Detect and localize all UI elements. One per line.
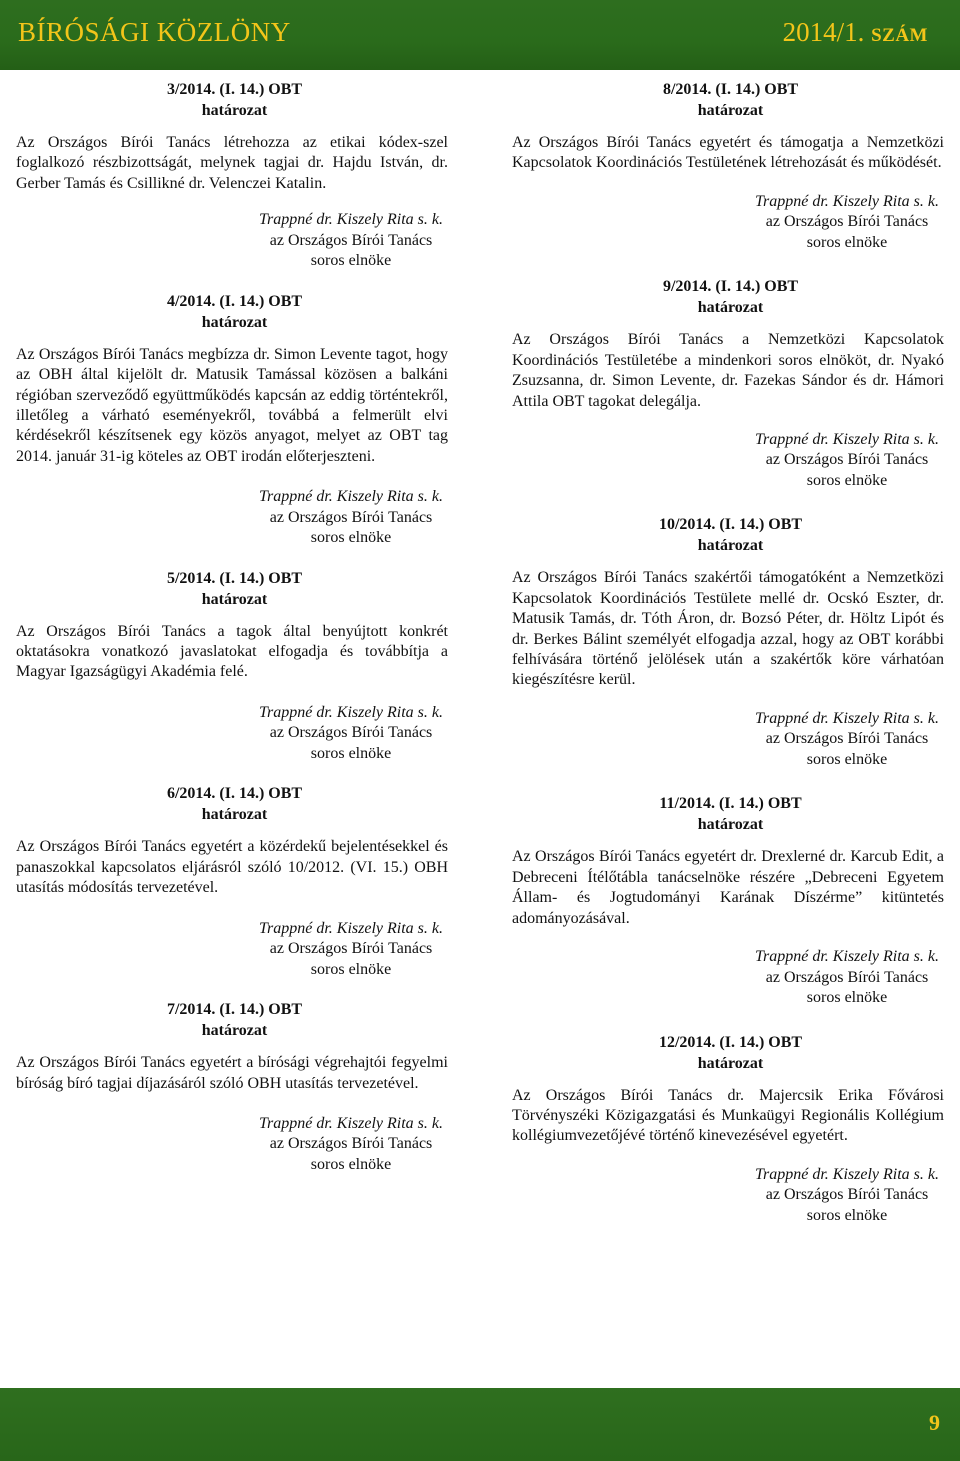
decision	[512, 515, 944, 770]
signer-role: soros elnöke	[806, 233, 888, 251]
signer-org: az Országos Bírói Tanács	[269, 508, 433, 526]
decision-type: határozat	[201, 590, 268, 608]
decision	[16, 1000, 448, 1175]
signature-block	[752, 1165, 942, 1227]
signer-name: Trappné dr. Kiszely Rita s. k.	[754, 430, 939, 448]
decision-text: Az Országos Bírói Tanács a Nemzetközi Kapcsolatok Koordinációs Testületébe a mindenkori soros elnököt, dr. Nyakó Zsuzsanna, dr. Simon Levente, dr. Fazekas Sándor és dr. Hámori Attila OBT tagokat delegálja.	[512, 331, 944, 410]
signature-block	[752, 709, 942, 771]
decision-type: határozat	[201, 313, 268, 331]
decision	[512, 277, 944, 491]
signer-org: az Országos Bírói Tanács	[269, 1135, 433, 1153]
decision-number: 12/2014. (I. 14.) OBT	[658, 1033, 803, 1051]
signature-block	[752, 192, 942, 254]
signer-role: soros elnöke	[806, 1206, 888, 1224]
publication-title: BÍRÓSÁGI KÖZLÖNY	[18, 17, 291, 47]
signer-role: soros elnöke	[806, 750, 888, 768]
decision-text: Az Országos Bírói Tanács szakértői támogatóként a Nemzetközi Kapcsolatok Koordinációs Testülete mellé dr. Ocskó Eszter, dr. Matusik Tamás, dr. Tóth Áron, dr. Bozsó Péter, dr. Höltz Lipót és dr. Berkes Bálint személyét elfogadja azzal, hogy az OBT korábbi felhívására történő jelölések után a szakértők köre várhatóan kiegészítésre kerül.	[512, 569, 944, 689]
signature-block	[256, 210, 446, 272]
signer-role: soros elnöke	[310, 529, 392, 547]
decision-type: határozat	[201, 806, 268, 824]
signature-block	[752, 947, 942, 1009]
signer-org: az Országos Bírói Tanács	[269, 231, 433, 249]
decision-type: határozat	[697, 1054, 764, 1072]
signer-name: Trappné dr. Kiszely Rita s. k.	[258, 211, 443, 229]
decision-text: Az Országos Bírói Tanács megbízza dr. Simon Levente tagot, hogy az OBH által kijelölt dr. Matusik Tamással közösen a balkáni régióban szerveződő együttműködés kapcsán az eddig történtekről, illetőleg a várható eseményekről, továbbá a felmerült elvi kérdésekről készítsenek egy közös anyagot, melyet az OBT tag 2014. január 31-ig köteles az OBT irodán előterjeszteni.	[16, 345, 448, 465]
issue-label: SZÁM	[871, 25, 928, 46]
decision-number: 5/2014. (I. 14.) OBT	[166, 569, 303, 587]
decision-text: Az Országos Bírói Tanács egyetért dr. Drexlerné dr. Karcub Edit, a Debreceni Ítélőtábla tanácselnöke részére „Debreceni Egyetem Állam- és Jogtudományi Karának Díszérme” kitüntetés adományozásával.	[512, 848, 944, 927]
decision-number: 10/2014. (I. 14.) OBT	[658, 516, 803, 534]
decision-type: határozat	[697, 102, 764, 119]
decision-number: 9/2014. (I. 14.) OBT	[662, 278, 799, 296]
decision	[16, 292, 448, 549]
decision-text: Az Országos Bírói Tanács egyetért a közérdekű bejelentésekkel és panaszokkal kapcsolatos eljárásról szóló 10/2012. (VI. 15.) OBH utasítás módosítás tervezetével.	[16, 838, 448, 897]
decision-type: határozat	[201, 1022, 268, 1040]
signature-block	[256, 919, 446, 981]
decision-number: 4/2014. (I. 14.) OBT	[166, 292, 303, 310]
signer-org: az Országos Bírói Tanács	[765, 451, 929, 469]
right-column	[512, 80, 944, 1226]
signer-name: Trappné dr. Kiszely Rita s. k.	[258, 703, 443, 721]
decision-text: Az Országos Bírói Tanács létrehozza az etikai kódex-szel foglalkozó részbizottságát, melynek tagjai dr. Hajdu István, dr. Gerber Tamás és Csillikné dr. Velenczei Katalin.	[16, 134, 448, 192]
decision-type: határozat	[697, 537, 764, 555]
signer-org: az Országos Bírói Tanács	[765, 1186, 929, 1204]
signer-name: Trappné dr. Kiszely Rita s. k.	[754, 948, 939, 965]
decision	[16, 80, 448, 272]
signer-org: az Országos Bírói Tanács	[269, 724, 433, 742]
decision-text: Az Országos Bírói Tanács egyetért a bírósági végrehajtói fegyelmi bíróság bíró tagjai díjazásáról szóló OBH utasítás tervezetével.	[16, 1054, 448, 1092]
signature-block	[256, 703, 446, 765]
decision-text: Az Országos Bírói Tanács dr. Majercsik Erika Fővárosi Törvényszéki Közigazgatási és Munkaügyi Regionális Kollégium kollégiumvezetőjévé történő kinevezésével egyetért.	[512, 1086, 944, 1145]
decision-type: határozat	[697, 299, 764, 317]
decision-type: határozat	[697, 816, 764, 834]
decision-number: 3/2014. (I. 14.) OBT	[166, 81, 303, 98]
signature-block	[256, 1114, 446, 1176]
signer-org: az Országos Bírói Tanács	[765, 968, 929, 986]
decision-number: 8/2014. (I. 14.) OBT	[662, 81, 799, 98]
signer-name: Trappné dr. Kiszely Rita s. k.	[258, 919, 443, 937]
decision	[512, 794, 944, 1008]
decision	[16, 784, 448, 980]
signature-block	[256, 487, 446, 549]
decision-number: 6/2014. (I. 14.) OBT	[166, 785, 303, 803]
left-column	[16, 80, 448, 1175]
page-number: 9	[929, 1410, 940, 1435]
decision-number: 7/2014. (I. 14.) OBT	[166, 1001, 303, 1019]
signer-org: az Országos Bírói Tanács	[269, 940, 433, 958]
decision-number: 11/2014. (I. 14.) OBT	[659, 795, 802, 813]
signer-role: soros elnöke	[310, 960, 392, 978]
issue-year: 2014/1.	[782, 17, 865, 47]
signer-name: Trappné dr. Kiszely Rita s. k.	[258, 488, 443, 506]
signer-org: az Országos Bírói Tanács	[765, 213, 929, 231]
decision	[512, 80, 944, 253]
footer-banner	[0, 1388, 960, 1461]
signer-org: az Országos Bírói Tanács	[765, 730, 929, 748]
header-banner	[0, 0, 960, 70]
decision	[16, 569, 448, 765]
signer-role: soros elnöke	[806, 989, 888, 1006]
signature-block	[752, 430, 942, 492]
decision-text: Az Országos Bírói Tanács egyetért és támogatja a Nemzetközi Kapcsolatok Koordinációs Testületének létrehozását és működését.	[512, 134, 944, 172]
decision-text: Az Országos Bírói Tanács a tagok által benyújtott konkrét oktatásokra vonatkozó javaslatokat elfogadja és továbbítja a Magyar Igazságügyi Akadémia felé.	[16, 622, 448, 681]
signer-role: soros elnöke	[310, 1155, 392, 1173]
signer-role: soros elnöke	[806, 471, 888, 489]
issue-number	[783, 17, 928, 48]
signer-name: Trappné dr. Kiszely Rita s. k.	[258, 1114, 443, 1132]
signer-name: Trappné dr. Kiszely Rita s. k.	[754, 192, 939, 210]
signer-role: soros elnöke	[310, 744, 392, 762]
signer-name: Trappné dr. Kiszely Rita s. k.	[754, 709, 939, 727]
signer-role: soros elnöke	[310, 252, 392, 270]
decision-type: határozat	[201, 102, 268, 119]
signer-name: Trappné dr. Kiszely Rita s. k.	[754, 1165, 939, 1183]
decision	[512, 1033, 944, 1227]
